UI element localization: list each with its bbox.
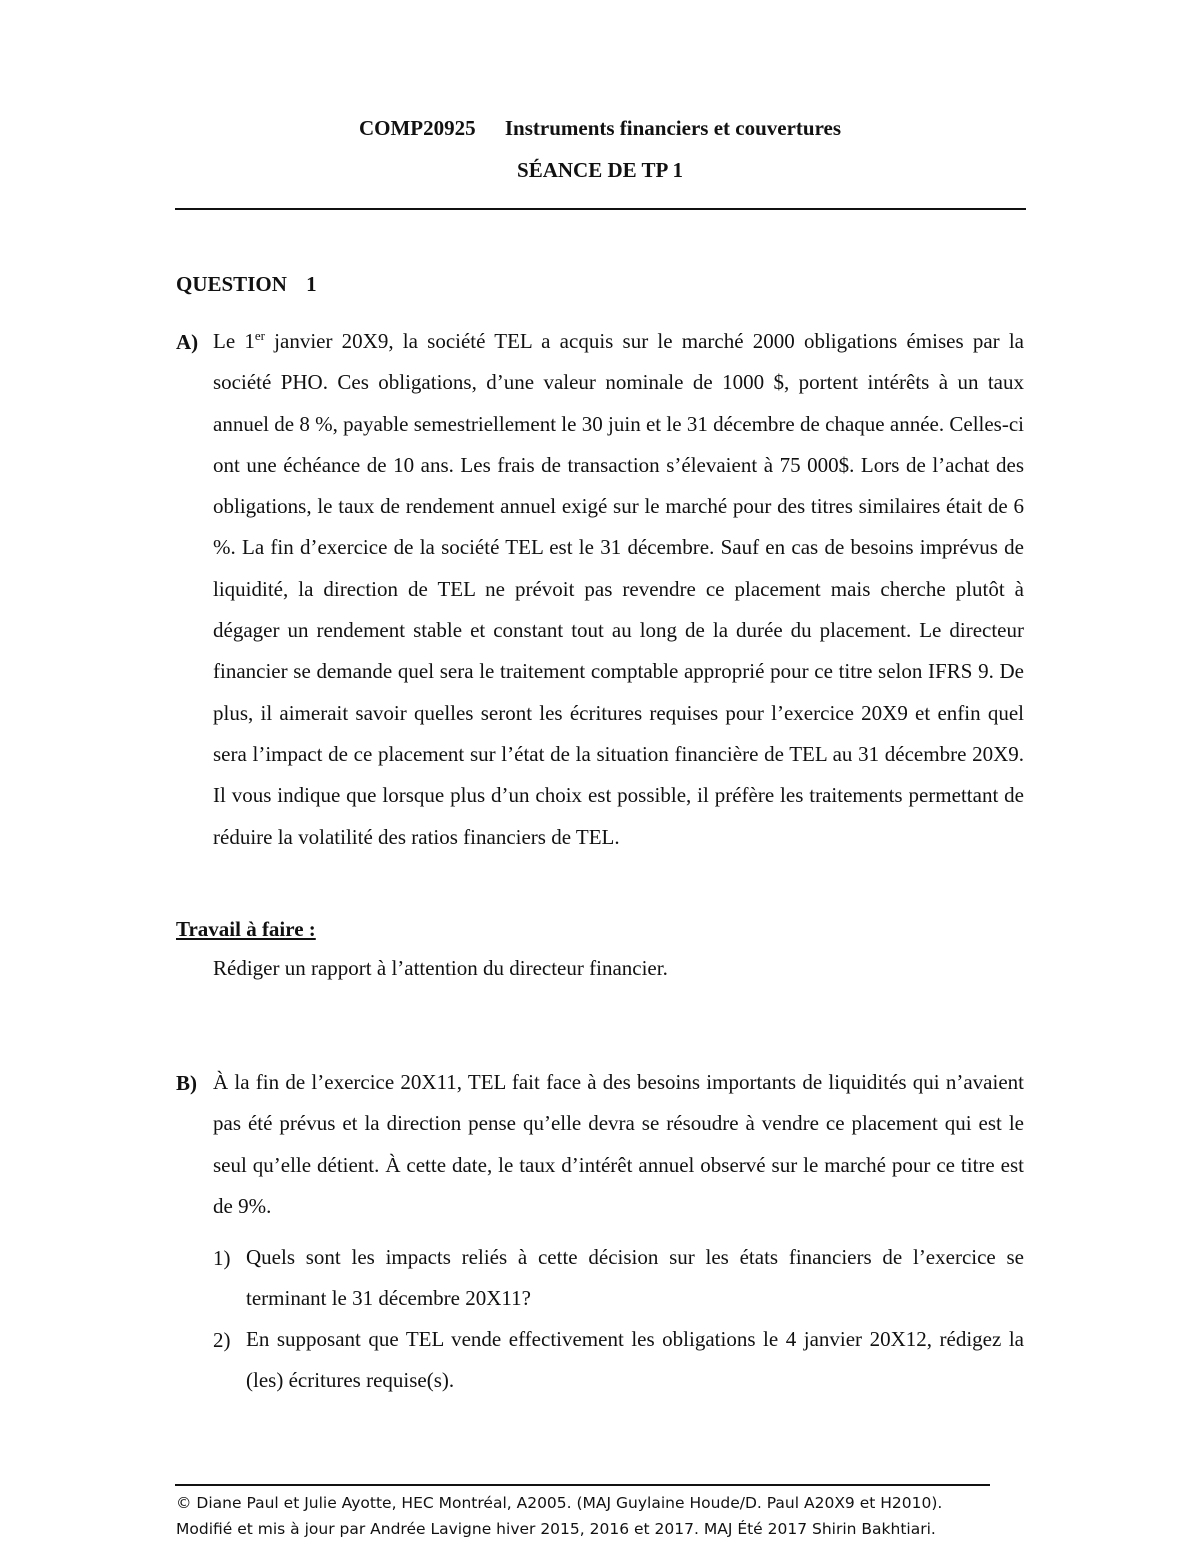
header-divider (175, 208, 1026, 210)
part-a-text-rest: janvier 20X9, la société TEL a acquis sur le marché 2000 obligations émises par la société PHO. Ces obligations, d’une valeur nominale de 1000 $, portent intérêts à un taux annuel de 8 %, payable semestriellement le 30 juin et le 31 décembre de chaque année. Celles-ci ont une échéance de 10 ans. Les frais de transaction s’élevaient à 75 000$. Lors de l’achat des obligations, le taux de rendement annuel exigé sur le marché pour des titres similaires était de 6 %. La fin d’exercice de la société TEL est le 31 décembre. Sauf en cas de besoins imprévus de liquidité, la direction de TEL ne prévoit pas revendre ce placement mais cherche plutôt à dégager un rendement stable et constant tout au long de la durée du placement. Le directeur financier se demande quel sera le traitement comptable approprié pour ce titre selon IFRS 9. De plus, il aimerait savoir quelles seront les écritures requises pour l’exercice 20X9 et enfin quel sera l’impact de ce placement sur l’état de la situation financière de TEL au 31 décembre 20X9. Il vous indique que lorsque plus d’un choix est possible, il préfère les traitements permettant de réduire la volatilité des ratios financiers de TEL. (213, 329, 1024, 849)
course-code: COMP20925 (358, 116, 476, 140)
part-a-text-start: Le 1 (213, 329, 255, 353)
footer-divider (175, 1484, 990, 1486)
work-title: Travail à faire : (176, 917, 316, 941)
item-2-text: En supposant que TEL vende effectivement les obligations le 4 janvier 20X12, rédigez la (les) écritures requise(s). (246, 1327, 1024, 1393)
session-title: SÉANCE DE TP 1 (517, 158, 683, 182)
work-text: Rédiger un rapport à l’attention du directeur financier. (213, 956, 668, 980)
part-a-label: A) (176, 330, 199, 354)
ordinal-superscript: er (254, 328, 265, 343)
footer-line-1: © Diane Paul et Julie Ayotte, HEC Montréal, A2005. (MAJ Guylaine Houde/D. Paul A20X9 et H2010). (176, 1494, 943, 1512)
course-title: Instruments financiers et couvertures (504, 116, 842, 140)
part-a-paragraph (213, 321, 1024, 858)
footer-line-2: Modifié et mis à jour par Andrée Lavigne hiver 2015, 2016 et 2017. MAJ Été 2017 Shirin Bakhtiari. (176, 1520, 936, 1538)
item-2-number: 2) (213, 1328, 231, 1352)
item-1-number: 1) (213, 1246, 231, 1270)
part-b-paragraph: À la fin de l’exercice 20X11, TEL fait face à des besoins importants de liquidités qui n’avaient pas été prévus et la direction pense qu’elle devra se résoudre à vendre ce placement qui est le seul qu’elle détient. À cette date, le taux d’intérêt annuel observé sur le marché pour ce titre est de 9%. (213, 1070, 1024, 1218)
item-1-text: Quels sont les impacts reliés à cette décision sur les états financiers de l’exercice se terminant le 31 décembre 20X11? (246, 1245, 1024, 1311)
course-header (0, 116, 1200, 141)
part-b-label: B) (176, 1071, 197, 1095)
question-title: QUESTION 1 (176, 272, 317, 296)
